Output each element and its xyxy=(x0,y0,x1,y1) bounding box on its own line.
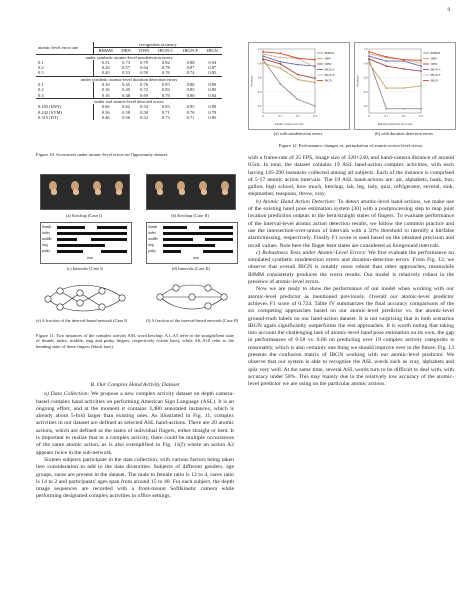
data-point xyxy=(314,77,316,79)
intervals-case1-plot xyxy=(40,222,132,264)
data-point xyxy=(262,58,264,60)
data-point xyxy=(314,82,316,84)
time-axis-label: time xyxy=(87,256,94,260)
x-tick-label: 0 xyxy=(262,114,264,118)
table-cell: 0.64 xyxy=(140,65,148,71)
interval-bar xyxy=(57,244,105,247)
chart-misdetection xyxy=(248,42,350,130)
table-cell: 0.73 xyxy=(161,114,170,120)
legend-entry: BHMM xyxy=(324,51,335,56)
table-column-header: DBN xyxy=(121,48,131,54)
figure-10-caption: Figure 10. Accuracies under atomic-level errors on Opportunity dataset. xyxy=(36,152,169,157)
data-point xyxy=(420,85,422,87)
data-point xyxy=(297,64,299,66)
table-cell: 0.66 xyxy=(101,104,110,110)
interval-bar xyxy=(57,238,77,241)
table-cell: 0.76 xyxy=(186,109,195,115)
interval-bar xyxy=(57,226,85,229)
table-cell: 0.85 xyxy=(208,87,217,93)
data-point xyxy=(262,55,264,57)
finger-label: pinky xyxy=(42,249,51,253)
data-point xyxy=(403,68,405,70)
data-point xyxy=(297,99,299,101)
table-column-header: IBGN-C xyxy=(158,48,174,54)
interval-bar xyxy=(91,238,127,241)
left-paragraph-2: Sixteen subjects participate in the data collection, with various factors being taken into consideration to add to the data diversities. Subjects of different genders, age groups, races are present in the dataset. The male to female ratio is 12 to 4, races ratio is 14 to 2 and participants' ages span from around 15 to 40. For each subject, the depth image sequences are recorded with a front-mount SoftKinetic camera while performing designated complex activities in office settings, xyxy=(36,456,234,500)
table-row xyxy=(36,115,222,120)
data-point xyxy=(368,62,370,64)
legend-entry: IBGN-C xyxy=(430,67,441,72)
table-cell: 0.85 xyxy=(208,70,217,76)
x-tick-label: 0.3 xyxy=(419,114,423,118)
interval-bar xyxy=(203,250,233,253)
series-line xyxy=(369,52,421,61)
finger-label: index xyxy=(148,231,156,235)
data-point xyxy=(403,87,405,89)
table-cell: 0.80 xyxy=(186,92,195,98)
table-rate-cell: 0.1 xyxy=(36,60,93,65)
data-point xyxy=(297,57,299,59)
y-axis-label: Accuracy xyxy=(355,75,360,87)
table-cell: 0.29 xyxy=(101,65,110,71)
table-cell: 0.59 xyxy=(140,70,148,76)
table-cell: 0.46 xyxy=(101,114,110,120)
table-group-title: under real atomic-level detected errors xyxy=(36,98,222,104)
table-cell: 0.76 xyxy=(140,82,148,88)
table-cell: 0.87 xyxy=(186,65,195,71)
y-tick-label: 0.6 xyxy=(257,75,262,80)
figure-11-caption: Figure 11. Two instances of the complex activity ASL word ketchup. A1–A5 refer to the straight/bent state of thumb, index, middle, ring and pinky fingers, respectively (white bars), while A6–A10 refer to the bending state of these fingers (black bars). xyxy=(36,333,234,349)
finger-label: middle xyxy=(42,237,52,241)
fig11-subcaption-c: (c) Intervals (Case I) xyxy=(66,266,104,271)
x-tick-label: 0 xyxy=(368,114,370,118)
data-point xyxy=(420,65,422,67)
table-cell: 0.85 xyxy=(208,114,217,120)
fig11-subcaption-a: (a) Ketchup (Case I) xyxy=(66,213,102,218)
data-point xyxy=(262,53,264,55)
table-column-header: IBGN xyxy=(206,48,218,54)
series-line xyxy=(369,63,421,88)
table-cell: 0.16 xyxy=(101,82,110,88)
table-rate-cell: 0.1 xyxy=(36,82,93,87)
table-rate-cell: 0.3 xyxy=(36,93,93,99)
table-cell: 0.94 xyxy=(208,59,217,65)
data-point xyxy=(385,60,387,62)
table-cell: 0.85 xyxy=(186,104,195,110)
data-point xyxy=(368,58,370,60)
series-line xyxy=(263,63,315,82)
legend-entry: ITBN xyxy=(430,62,438,67)
accuracy-table xyxy=(36,42,222,120)
table-cell: 0.50 xyxy=(140,109,148,115)
table-cell: 0.56 xyxy=(101,109,110,115)
y-tick-label: 0.6 xyxy=(363,75,368,80)
table-cell: 0.89 xyxy=(208,82,217,88)
table-header-group: recognition accuracy xyxy=(93,42,222,48)
data-point xyxy=(420,70,422,72)
data-point xyxy=(279,83,281,85)
legend-entry: DBN xyxy=(324,56,331,61)
fig12-subcaption-a: (a) with misdetection errors xyxy=(273,131,323,136)
finger-label: thumb xyxy=(42,225,52,229)
left-paragraph-1: a) Data Collection: We propose a new complex activity dataset on depth camera-based complex hand activities on performing American Sign Language (ASL). It is an ongoing effort, and at the moment it contains 3,480 annotated instances, which is already about 5-fold larger than existing ones. As illustrated in Fig. 11, complex activities in our dataset are defined as selected ASL hand-actions. There are 20 atomic actions, which are defined as the states of individual fingers, either straight or bent. It is important to realize that in a complex activity, there could be multiple occurrences of the same atomic action, as is also exemplified in Fig. 11(f) where an action A2 appears twice in the sub-network. xyxy=(36,391,235,456)
table-cell: 0.73 xyxy=(122,59,131,65)
chart-duration xyxy=(354,42,456,130)
data-point xyxy=(385,108,387,110)
right-column-text xyxy=(248,155,454,389)
table-cell: 0.45 xyxy=(122,87,131,93)
table-cell: 0.56 xyxy=(122,114,131,120)
data-point xyxy=(420,62,422,64)
table-cell: 0.78 xyxy=(161,65,170,71)
legend-entry: IBGN xyxy=(430,78,438,83)
table-group-title: under synthetic atomic-level misdetection errors xyxy=(36,54,222,60)
legend-entry: ITBN xyxy=(324,62,332,67)
table-cell: 0.84 xyxy=(208,92,217,98)
data-point xyxy=(279,63,281,65)
finger-label: pinky xyxy=(148,249,157,253)
x-axis-label: Duration detection error rate xyxy=(377,122,413,126)
data-point xyxy=(297,79,299,81)
finger-label: ring xyxy=(42,243,48,247)
table-cell: 0.85 xyxy=(186,87,195,93)
interval-bar xyxy=(57,250,83,253)
data-point xyxy=(385,65,387,67)
table-cell: 0.69 xyxy=(140,92,148,98)
table-cell: 0.16 xyxy=(101,87,110,93)
table-cell: 0.71 xyxy=(161,109,170,115)
interval-bar xyxy=(199,226,233,229)
table-column-header: IBGN-F xyxy=(183,48,199,54)
intervals-case2-plot xyxy=(146,222,238,264)
finger-label: ring xyxy=(148,243,154,247)
y-tick-label: 0.2 xyxy=(257,104,262,109)
table-cell: 0.76 xyxy=(161,70,170,76)
x-tick-label: 0.1 xyxy=(278,114,283,118)
table-cell: 0.51 xyxy=(101,59,110,65)
data-point xyxy=(403,108,405,110)
legend-entry: IBGN-F xyxy=(430,73,441,78)
interval-bar xyxy=(57,232,127,235)
legend-entry: IBGN xyxy=(324,78,332,83)
time-axis-label: time xyxy=(193,256,200,260)
table-cell: 0.83 xyxy=(161,87,170,93)
x-axis-label: Atomic action error rate xyxy=(274,122,304,126)
interval-bar xyxy=(97,226,127,229)
x-tick-label: 0.2 xyxy=(295,114,300,118)
finger-label: middle xyxy=(148,237,158,241)
table-rate-cell: 0.242 (SVM) xyxy=(36,110,93,115)
data-point xyxy=(314,67,316,69)
finger-label: index xyxy=(42,231,50,235)
interval-bar xyxy=(101,250,127,253)
data-point xyxy=(262,62,264,64)
fig11-subcaption-d: (d) Intervals (Case II) xyxy=(171,266,211,271)
table-cell: 0.83 xyxy=(161,82,170,88)
y-tick-label: 1.0 xyxy=(257,47,262,52)
table-cell: 0.89 xyxy=(208,104,217,110)
y-tick-label: 0.8 xyxy=(363,61,368,66)
right-paragraph-3: c) Robustness Tests under Atomic-Level Errors: We first evaluate the performance on simulated synthetic misdetection errors and duration-detection errors. From Fig. 12, we observe that overall IBGN is notably more robust than other approaches, meanwhile IHMM consistently produces the worst results. Our model is relatively robust in the presence of atomic-level errors. xyxy=(248,249,455,286)
data-point xyxy=(279,57,281,59)
data-point xyxy=(279,67,281,69)
data-point xyxy=(420,108,422,110)
table-group-title: under synthetic atomic-level duration detection errors xyxy=(36,76,222,82)
table-rate-cell: 0.2 xyxy=(36,65,93,70)
table-cell: 0.53 xyxy=(122,70,131,76)
y-axis-label: Accuracy xyxy=(249,75,254,87)
table-cell: 0.52 xyxy=(140,114,148,120)
legend-entry: IBGN-F xyxy=(324,73,335,78)
data-point xyxy=(368,53,370,55)
table-cell: 0.45 xyxy=(122,82,131,88)
ketchup-case1-photo xyxy=(40,174,130,210)
data-point xyxy=(385,56,387,58)
series-line xyxy=(263,60,315,106)
interval-bar xyxy=(163,238,193,241)
table-rate-cell: 0.165 (kNN) xyxy=(36,104,93,109)
table-cell: 0.48 xyxy=(122,92,131,98)
fig11-subcaption-e: (e) A fraction of the interval-based network (Case I) xyxy=(36,318,128,323)
interval-bar xyxy=(205,238,233,241)
accuracy-table-container xyxy=(36,42,226,120)
table-cell: 0.79 xyxy=(140,59,148,65)
table-cell: 0.20 xyxy=(101,70,110,76)
table-cell: 0.87 xyxy=(208,65,217,71)
figure-12-caption: Figure 12. Performance changes vs. perturbation of atomic-action-level errors. xyxy=(278,143,424,148)
x-tick-label: 0.1 xyxy=(384,114,389,118)
table-cell: 0.58 xyxy=(122,109,131,115)
data-point xyxy=(297,74,299,76)
interval-bar xyxy=(163,226,187,229)
table-cell: 0.72 xyxy=(140,87,148,93)
y-tick-label: 0.4 xyxy=(363,89,368,94)
data-point xyxy=(420,59,422,61)
data-point xyxy=(314,105,316,107)
legend-entry: IBGN-C xyxy=(324,67,335,72)
legend-entry: DBN xyxy=(430,56,437,61)
interval-bar xyxy=(163,250,181,253)
data-point xyxy=(368,55,370,57)
series-line xyxy=(263,59,315,78)
right-paragraph-2: b) Atomic Hand Action Detection: To detect atomic-level hand-actions, we make use of the existing hand pose estimation system [30] with a postprocessing step to map joint location prediction outputs to the bent/straight states of fingers. To evaluate performance of the interval-level atomic action detection results, we follow the common practice and use the intersection-over-union of intervals with a 50% threshold to identify a hit/false alarm/missing, respectively. Finally F1 score is used based on the obtained precision and recall values. Note here the finger bent states are considered as foreground intervals. xyxy=(248,198,454,249)
data-point xyxy=(262,51,264,53)
table-cell: 0.74 xyxy=(186,70,195,76)
table-cell: 0.54 xyxy=(140,104,148,110)
interval-bar xyxy=(163,232,233,235)
page-number: 9 xyxy=(447,8,450,13)
table-cell: 0.16 xyxy=(101,92,110,98)
data-point xyxy=(385,87,387,89)
interval-bar xyxy=(163,244,215,247)
data-point xyxy=(279,61,281,63)
table-header-rate: atomic-level error rate xyxy=(36,42,93,54)
finger-label: thumb xyxy=(148,225,158,229)
right-paragraph-1: with a frame-rate of 25 FPS, image size of 320×240, and hand-camera distance of around 0.5m. In total, the dataset contains 19 ASL hand-action complex activities, with each having 145-290 instances collected among all subjects. Each of the instance is comprised of 5-17 atomic action intervals. The 19 ASL hand-actions are: air, alphabets, bank, bus, gallon, high school, how much, ketchup, lab, leg, lady, quiz, refrigerator, several, sink, stepmother, teaspoon, throw, xray. xyxy=(248,155,454,198)
data-point xyxy=(403,59,405,61)
left-column-text xyxy=(36,377,234,501)
table-column-header: BHMM xyxy=(98,48,113,54)
fig12-subcaption-b: (b) with duration detection errors xyxy=(374,131,434,136)
y-tick-label: 0.8 xyxy=(257,61,262,66)
data-point xyxy=(314,59,316,61)
fig11-subcaption-b: (b) Ketchup (Case II) xyxy=(171,213,209,218)
table-cell: 0.57 xyxy=(122,65,131,71)
x-tick-label: 0.2 xyxy=(401,114,406,118)
fig11-subcaption-f: (f) A fraction of the interval-based network (Case II) xyxy=(146,318,239,323)
data-point xyxy=(368,51,370,53)
table-cell: 0.79 xyxy=(208,109,217,115)
table-cell: 0.88 xyxy=(186,82,195,88)
table-cell: 0.82 xyxy=(161,59,170,65)
section-title: B. Our Complex Hand Activity Dataset xyxy=(90,382,180,388)
interval-network-case2 xyxy=(152,277,232,317)
table-cell: 0.62 xyxy=(122,104,131,110)
table-rate-cell: 0.2 xyxy=(36,87,93,92)
data-point xyxy=(279,52,281,54)
table-cell: 0.88 xyxy=(186,59,195,65)
ketchup-case2-photo xyxy=(146,174,236,210)
table-rate-cell: 0.315 (DT) xyxy=(36,115,93,120)
series-line xyxy=(369,60,421,109)
table-cell: 0.71 xyxy=(186,114,195,120)
y-tick-label: 0.2 xyxy=(363,104,368,109)
legend-entry: BHMM xyxy=(430,51,441,56)
table-column-header: ITBN xyxy=(138,48,150,54)
x-tick-label: 0.3 xyxy=(313,114,317,118)
right-paragraph-4: Now we are ready to show the performance of our model when working with our atomic-level predictor as mentioned previously. Overall our atomic-level predictor achieves F1 score of 0.724. Table IV summarizes the final accuracy comparisons of the six competing approaches based on our atomic-level predictor vs. the atomic-level ground-truth labels on our hand-action dataset. It is not surprising that in both scenarios IBGN again significantly outperforms the rest approaches. It is worth noting that taking into account the challenging task of atomic-level hand pose estimation on its own, the gap in performances of 0.58 vs. 0.86 on predicting over 19 complex activity categories is reasonably, which is also certainly one thing we should improve over in the future. Fig. 13 presents the confusion matrix of IBGN working with our atomic-level predictor. We observe that our system is able to recognize the ASL words such as xray, alphabets and quiz very well. At the same time, several ASL words turn to be difficult to deal with, with accuracy under 50%. This may mainly due to the relatively low accuracy of the atomic-level predictor we are using on the particular atomic actions. xyxy=(248,286,454,388)
series-line xyxy=(369,56,421,66)
table-rate-cell: 0.3 xyxy=(36,70,93,76)
table-cell: 0.76 xyxy=(161,92,170,98)
table-cell: 0.83 xyxy=(161,104,170,110)
interval-network-case1 xyxy=(40,277,130,317)
y-tick-label: 0.4 xyxy=(257,89,262,94)
y-tick-label: 1.0 xyxy=(363,47,368,52)
